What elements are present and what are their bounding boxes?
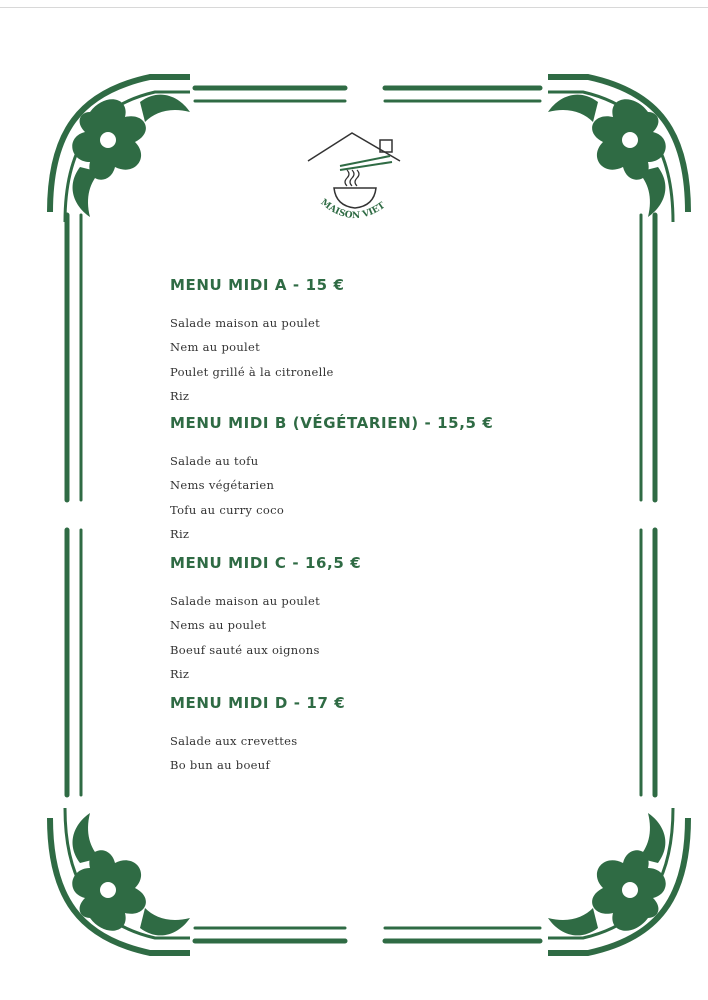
menu-heading: MENU MIDI A - 15 € <box>170 276 345 294</box>
menu-item: Nem au poulet <box>170 340 261 355</box>
menu-item: Nems végétarien <box>170 478 275 493</box>
menu-section-b <box>170 413 590 546</box>
menu-item: Bo bun au boeuf <box>170 758 271 773</box>
menu-heading: MENU MIDI D - 17 € <box>170 694 346 712</box>
menu-item: Riz <box>170 666 190 681</box>
menu-item: Riz <box>170 526 190 541</box>
menu-item: Boeuf sauté aux oignons <box>170 642 320 657</box>
menu-heading: MENU MIDI C - 16,5 € <box>170 554 362 572</box>
menu-heading: MENU MIDI B (VÉGÉTARIEN) - 15,5 € <box>170 414 494 432</box>
menu-item: Salade au tofu <box>170 454 259 468</box>
menu-section-c <box>170 553 590 686</box>
menu-section-d <box>170 693 590 778</box>
menu-item: Salade maison au poulet <box>170 594 321 608</box>
maison-viet-logo <box>300 128 410 228</box>
menu-item: Riz <box>170 388 190 403</box>
menu-item: Poulet grillé à la citronelle <box>170 364 334 379</box>
menu-section-a <box>170 275 590 408</box>
menu-item: Nems au poulet <box>170 618 267 633</box>
menu-item: Salade aux crevettes <box>170 734 298 748</box>
menu-item: Tofu au curry coco <box>170 502 285 517</box>
menu-item: Salade maison au poulet <box>170 316 321 330</box>
svg-text:MAISON VIET: MAISON VIET <box>318 197 388 222</box>
